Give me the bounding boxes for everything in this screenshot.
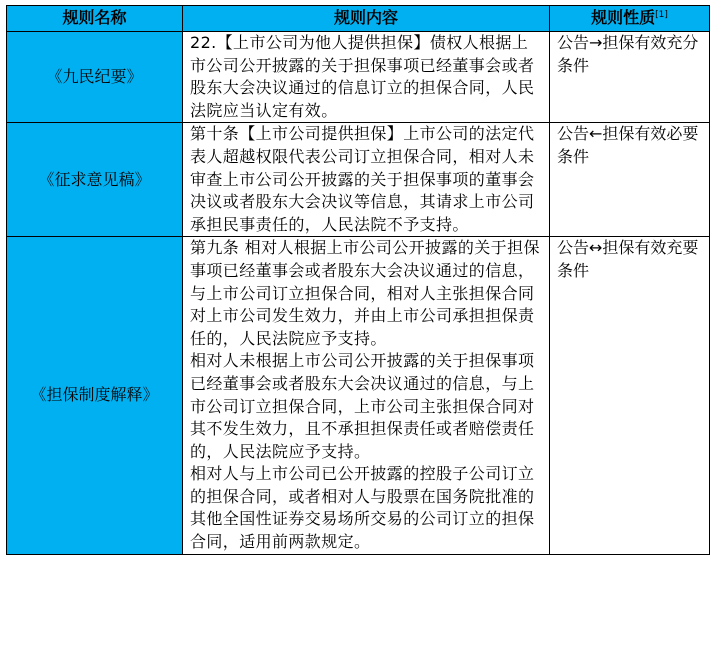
rule-name-cell: 《担保制度解释》 bbox=[7, 237, 183, 554]
rule-name-cell: 《九民纪要》 bbox=[7, 32, 183, 123]
rule-name-cell: 《征求意见稿》 bbox=[7, 123, 183, 237]
rule-nature-cell: 公告→担保有效充分条件 bbox=[550, 32, 710, 123]
rule-content-paragraph: 22.【上市公司为他人提供担保】债权人根据上市公司公开披露的关于担保事项已经董事会或者股东大会决议通过的信息订立的担保合同，人民法院应当认定有效。 bbox=[190, 33, 535, 120]
header-row bbox=[7, 6, 710, 32]
table-row bbox=[7, 32, 710, 123]
rule-content-paragraph: 相对人与上市公司已公开披露的控股子公司订立的担保合同，或者相对人与股票在国务院批准的其他全国性证券交易场所交易的公司订立的担保合同，适用前两款规定。 bbox=[190, 464, 535, 552]
table-header bbox=[7, 6, 710, 32]
table-body bbox=[7, 32, 710, 555]
header-rule-name: 规则名称 bbox=[7, 6, 183, 32]
rules-comparison-table bbox=[6, 5, 710, 555]
table-row bbox=[7, 123, 710, 237]
footnote-marker[interactable]: [1] bbox=[655, 10, 668, 21]
rule-nature-cell: 公告↔担保有效充要条件 bbox=[550, 237, 710, 554]
rule-content-cell bbox=[183, 123, 550, 237]
rule-content-paragraph: 第九条 相对人根据上市公司公开披露的关于担保事项已经董事会或者股东大会决议通过的信息，与上市公司订立担保合同，相对人主张担保合同对上市公司发生效力，并由上市公司承担担保责任的，人民法院应予支持。 bbox=[190, 238, 540, 348]
rule-content-cell bbox=[183, 32, 550, 123]
rule-content-paragraph: 相对人未根据上市公司公开披露的关于担保事项已经董事会或者股东大会决议通过的信息，与上市公司订立担保合同，上市公司主张担保合同对其不发生效力，且不承担担保责任或者赔偿责任的，人民法院应予支持。 bbox=[190, 351, 535, 461]
rule-content-paragraph: 第十条【上市公司提供担保】上市公司的法定代表人超越权限代表公司订立担保合同，相对人未审查上市公司公开披露的关于担保事项的董事会决议或者股东大会决议等信息，其请求上市公司承担民事责任的，人民法院不予支持。 bbox=[190, 124, 535, 234]
rule-nature-cell: 公告←担保有效必要条件 bbox=[550, 123, 710, 237]
header-rule-nature-label: 规则性质 bbox=[591, 8, 656, 28]
header-rule-content: 规则内容 bbox=[183, 6, 550, 32]
rule-content-cell bbox=[183, 237, 550, 554]
table-row bbox=[7, 237, 710, 554]
header-rule-nature bbox=[550, 6, 710, 32]
